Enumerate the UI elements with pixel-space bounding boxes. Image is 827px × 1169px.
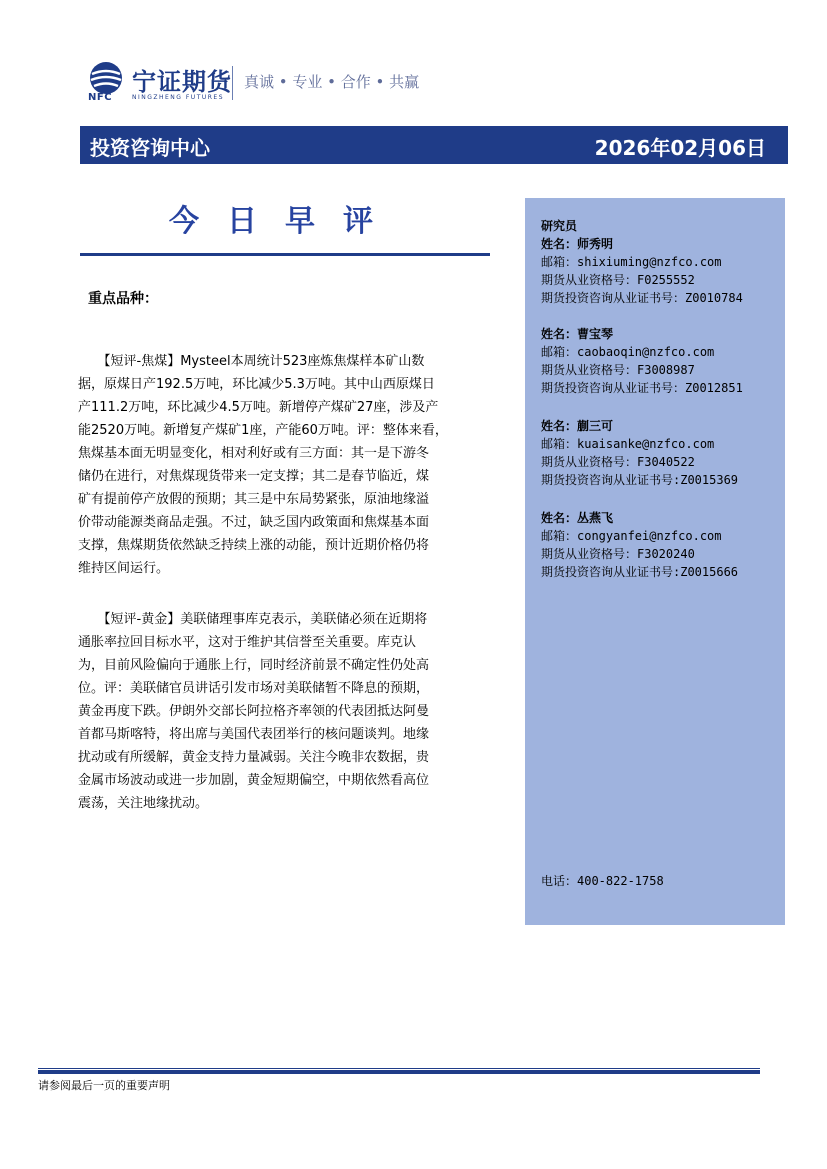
contact-phone: 电话：400-822-1758 <box>541 874 664 888</box>
researcher-qualification: 期货从业资格号：F3008987 <box>541 363 695 377</box>
section-heading: 重点品种： <box>88 291 158 307</box>
researcher-email: 邮箱：congyanfei@nzfco.com <box>541 529 722 543</box>
researcher-certificate: 期货投资咨询从业证书号：Z0010784 <box>541 291 743 305</box>
researcher-email: 邮箱：caobaoqin@nzfco.com <box>541 345 715 359</box>
footer-divider-thin <box>38 1068 760 1069</box>
department-name: 投资咨询中心 <box>90 136 210 160</box>
report-title: 今日早评 <box>169 204 401 239</box>
logo-english-name: NINGZHENG FUTURES <box>132 94 225 101</box>
title-underline <box>80 253 490 256</box>
researcher-certificate: 期货投资咨询从业证书号:Z0015369 <box>541 473 739 487</box>
researcher-name: 姓名：师秀明 <box>541 237 614 251</box>
researcher-sidebar <box>525 198 785 925</box>
header-banner <box>80 126 788 164</box>
researcher-name: 姓名：蒯三可 <box>541 419 614 433</box>
logo-chinese-name: 宁证期货 <box>132 68 232 96</box>
researcher-role-label: 研究员 <box>541 219 578 233</box>
commentary-gold: 【短评-黄金】美联储理事库克表示，美联储必须在近期将 通胀率拉回目标水平，这对于维护其信誉至关重要。库克认 为，目前风险偏向于通胀上行，同时经济前景不确定性仍处高 位。评：美联储官员讲话引发市场对美联储暂不降息的预期， 黄金再度下跌。伊朗外交部长阿拉格齐率领的代表团抵达阿曼 首都马斯喀特，将出席与美国代表团举行的核问题谈判。地缘 扰动或有所缓解，黄金支持力量减弱。关注今晚非农数据，贵 金属市场波动或进一步加剧，黄金短期偏空，中期依然看高位 震荡，关注地缘扰动。 <box>78 612 430 811</box>
researcher-name: 姓名：曹宝琴 <box>541 327 614 341</box>
researcher-certificate: 期货投资咨询从业证书号：Z0012851 <box>541 381 743 395</box>
researcher-certificate: 期货投资咨询从业证书号:Z0015666 <box>541 565 739 579</box>
researcher-qualification: 期货从业资格号：F3040522 <box>541 455 695 469</box>
researcher-qualification: 期货从业资格号：F0255552 <box>541 273 695 287</box>
company-slogan: 真诚 • 专业 • 合作 • 共赢 <box>244 73 420 91</box>
report-date: 2026年02月06日 <box>594 136 766 160</box>
researcher-name: 姓名：丛燕飞 <box>541 511 614 525</box>
logo-divider <box>232 66 233 100</box>
researcher-email: 邮箱：shixiuming@nzfco.com <box>541 255 722 269</box>
researcher-qualification: 期货从业资格号：F3020240 <box>541 547 695 561</box>
company-logo <box>86 60 236 106</box>
researcher-email: 邮箱：kuaisanke@nzfco.com <box>541 437 715 451</box>
commentary-coking-coal: 【短评-焦煤】Mysteel本周统计523座炼焦煤样本矿山数 据，原煤日产192.5万吨，环比减少5.3万吨。其中山西原煤日 产111.2万吨，环比减少4.5万吨。新增停产煤矿27座，涉及产 能2520万吨。新增复产煤矿1座，产能60万吨。评：整体来看， 焦煤基本面无明显变化，相对利好或有三方面：其一是下游冬 储仍在进行，对焦煤现货带来一定支撑；其二是春节临近，煤 矿有提前停产放假的预期；其三是中东局势紧张，原油地缘溢 价带动能源类商品走强。不过，缺乏国内政策面和焦煤基本面 支撑，焦煤期货依然缺乏持续上涨的动能，预计近期价格仍将 维持区间运行。 <box>78 354 448 576</box>
logo-abbreviation: NFC <box>88 92 113 103</box>
footer-divider <box>38 1070 760 1074</box>
footer-disclaimer: 请参阅最后一页的重要声明 <box>38 1079 170 1092</box>
